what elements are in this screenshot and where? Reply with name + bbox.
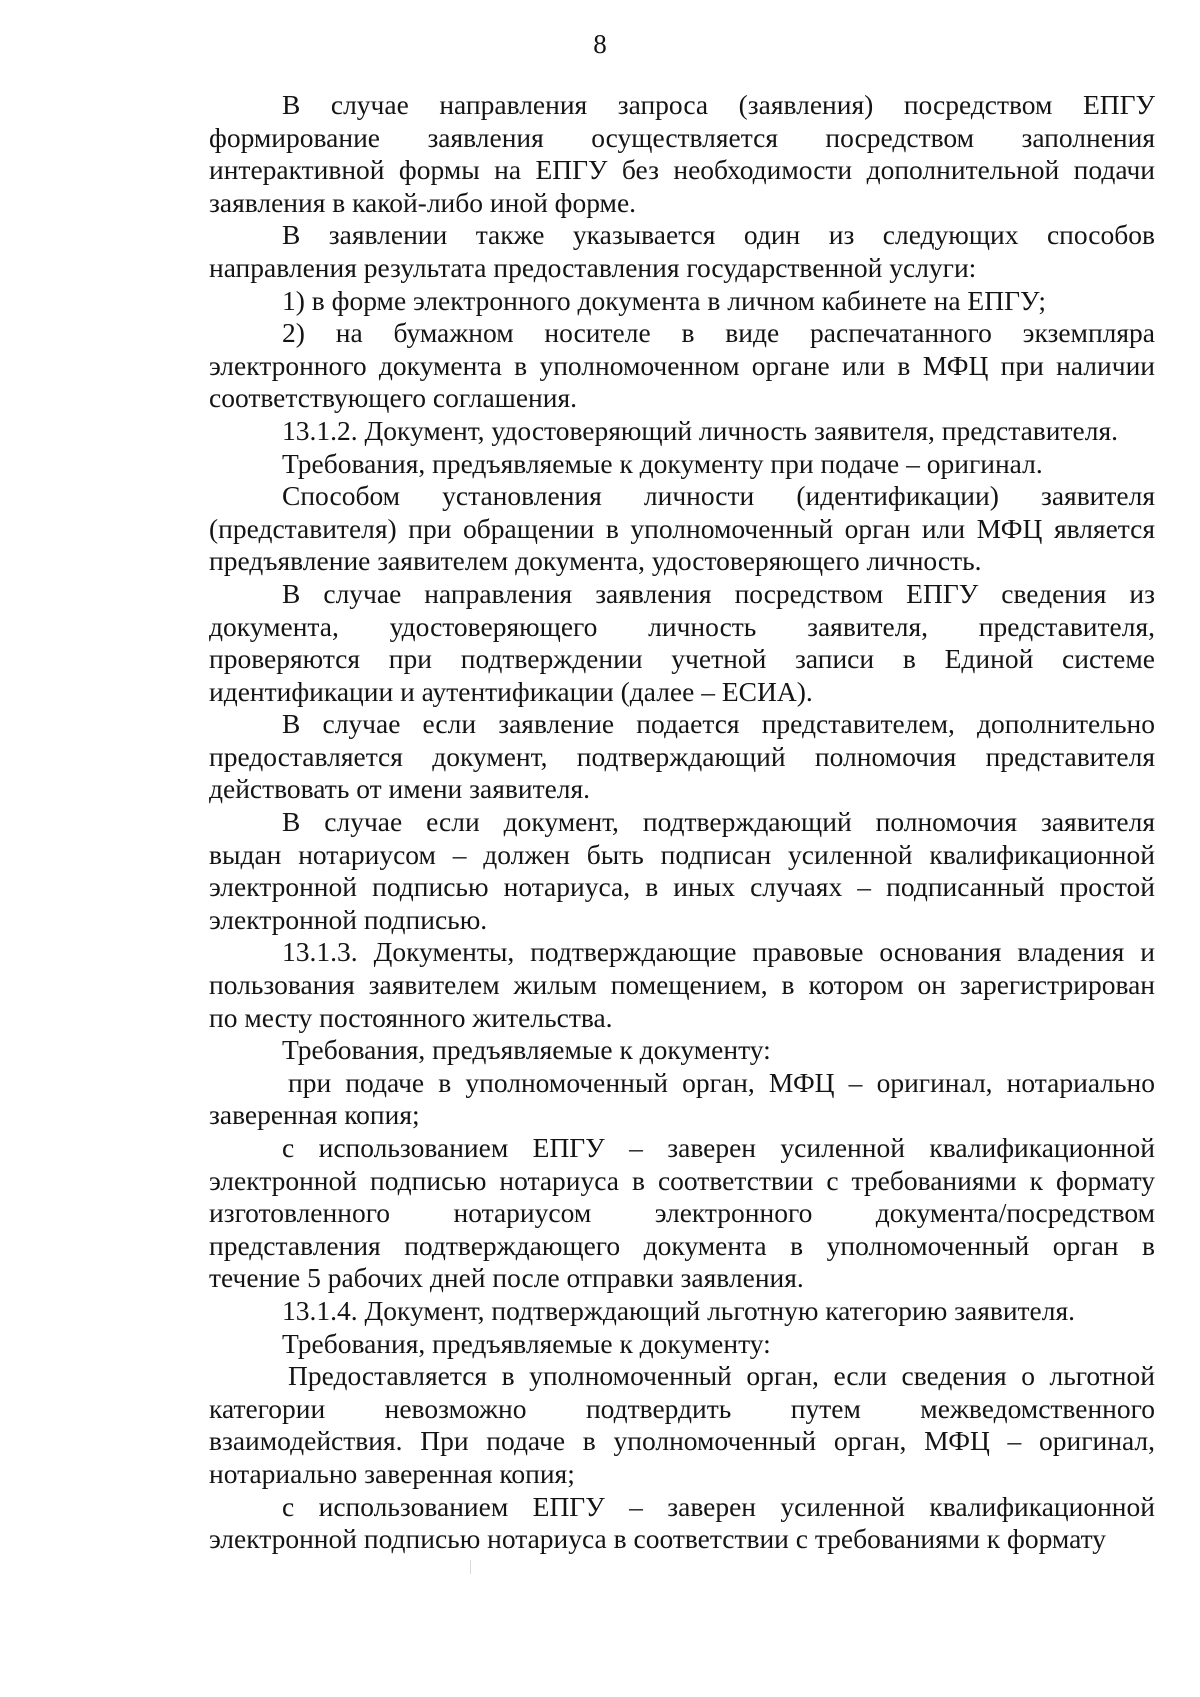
paragraph <box>209 285 1155 318</box>
text-line: В случае если заявление подается представителем, дополнительно <box>282 708 1155 740</box>
paragraph <box>209 448 1155 481</box>
paragraph <box>209 1067 1155 1132</box>
text-line: интерактивной формы на ЕПГУ без необходимости дополнительной подачи <box>209 154 1155 186</box>
text-line: взаимодействия. При подаче в уполномоченный орган, МФЦ – оригинал, <box>209 1425 1155 1457</box>
text-line: (представителя) при обращении в уполномоченный орган или МФЦ является <box>209 512 1155 544</box>
document-body <box>209 89 1155 1556</box>
text-line: заявления в какой-либо иной форме. <box>209 186 637 218</box>
paragraph <box>209 415 1155 448</box>
paragraph <box>209 89 1155 219</box>
page-number: 8 <box>593 29 607 59</box>
text-line: электронной подписью нотариуса в соответствии с требованиями к формату <box>209 1523 1107 1555</box>
text-line: при подаче в уполномоченный орган, МФЦ – оригинал, нотариально <box>288 1066 1155 1098</box>
text-line: Требования, предъявляемые к документу при подаче – оригинал. <box>282 447 1043 479</box>
text-line: 13.1.3. Документы, подтверждающие правовые основания владения и <box>282 936 1155 968</box>
text-line: 1) в форме электронного документа в личном кабинете на ЕПГУ; <box>282 284 1047 316</box>
text-line: течение 5 рабочих дней после отправки заявления. <box>209 1262 804 1294</box>
text-line: электронной подписью нотариуса, в иных случаях – подписанный простой <box>209 871 1155 903</box>
paragraph <box>209 1295 1155 1328</box>
text-line: идентификации и аутентификации (далее – ЕСИА). <box>209 675 813 707</box>
paragraph <box>209 317 1155 415</box>
text-line: представления подтверждающего документа в уполномоченный орган в <box>209 1229 1155 1261</box>
text-line: электронной подписью нотариуса в соответствии с требованиями к формату <box>209 1164 1155 1196</box>
text-line: Требования, предъявляемые к документу: <box>282 1034 771 1066</box>
paragraph <box>209 936 1155 1034</box>
text-line: Требования, предъявляемые к документу: <box>282 1327 771 1359</box>
text-line: 2) на бумажном носителе в виде распечатанного экземпляра <box>282 317 1155 349</box>
text-line: 13.1.4. Документ, подтверждающий льготную категорию заявителя. <box>282 1294 1076 1326</box>
paragraph <box>209 1328 1155 1361</box>
text-line: соответствующего соглашения. <box>209 382 578 414</box>
text-line: нотариально заверенная копия; <box>209 1457 575 1489</box>
text-line: изготовленного нотариусом электронного документа/посредством <box>209 1197 1155 1229</box>
paragraph <box>209 806 1155 936</box>
text-line: формирование заявления осуществляется посредством заполнения <box>209 121 1155 153</box>
paragraph <box>209 480 1155 578</box>
text-line: Способом установления личности (идентификации) заявителя <box>282 480 1155 512</box>
text-line: действовать от имени заявителя. <box>209 773 591 805</box>
scan-artifact <box>470 1560 471 1574</box>
text-line: документа, удостоверяющего личность заявителя, представителя, <box>209 610 1155 642</box>
text-line: направления результата предоставления государственной услуги: <box>209 251 977 283</box>
text-line: с использованием ЕПГУ – заверен усиленной квалификационной <box>282 1132 1155 1163</box>
text-line: электронного документа в уполномоченном органе или в МФЦ при наличии <box>209 349 1155 381</box>
paragraph <box>209 1491 1155 1556</box>
paragraph <box>209 1034 1155 1067</box>
text-line: предъявление заявителем документа, удостоверяющего личность. <box>209 545 982 577</box>
text-line: предоставляется документ, подтверждающий полномочия представителя <box>209 740 1155 772</box>
text-line: 13.1.2. Документ, удостоверяющий личность заявителя, представителя. <box>282 414 1118 446</box>
text-line: по месту постоянного жительства. <box>209 1001 613 1033</box>
paragraph <box>209 708 1155 806</box>
text-line: выдан нотариусом – должен быть подписан усиленной квалификационной <box>209 838 1155 870</box>
text-line: Предоставляется в уполномоченный орган, если сведения о льготной <box>288 1360 1155 1392</box>
text-line: В случае направления запроса (заявления) посредством ЕПГУ <box>282 89 1155 120</box>
text-line: В случае направления заявления посредством ЕПГУ сведения из <box>282 577 1155 609</box>
paragraph <box>209 1360 1155 1490</box>
paragraph <box>209 578 1155 708</box>
text-line: В случае если документ, подтверждающий полномочия заявителя <box>282 806 1155 838</box>
text-line: проверяются при подтверждении учетной записи в Единой системе <box>209 643 1155 675</box>
text-line: заверенная копия; <box>209 1099 420 1131</box>
text-line: В заявлении также указывается один из следующих способов <box>282 219 1155 251</box>
paragraph <box>209 1132 1155 1295</box>
text-line: электронной подписью. <box>209 903 488 935</box>
text-line: с использованием ЕПГУ – заверен усиленной квалификационной <box>282 1490 1155 1522</box>
text-line: категории невозможно подтвердить путем межведомственного <box>209 1392 1155 1424</box>
text-line: пользования заявителем жилым помещением, в котором он зарегистрирован <box>209 969 1155 1001</box>
paragraph <box>209 219 1155 284</box>
